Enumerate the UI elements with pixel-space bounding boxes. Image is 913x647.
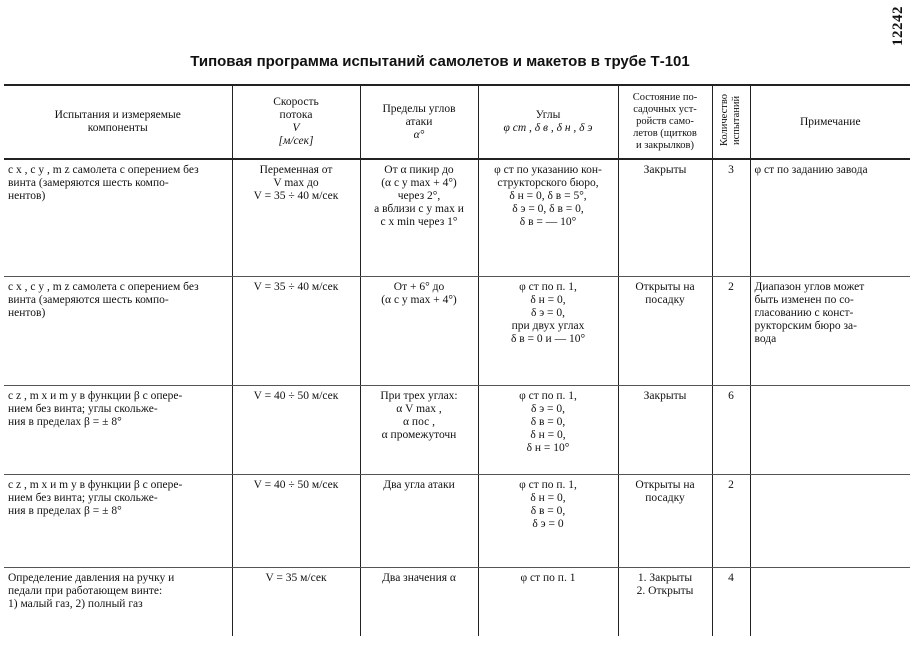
cell-count: 2	[712, 475, 750, 568]
cell-test: Определение давления на ручку и педали при работающем винте: 1) малый газ, 2) полный газ	[4, 568, 232, 637]
cell-angles: φ ст по п. 1, δ н = 0, δ в = 0, δ э = 0	[478, 475, 618, 568]
cell-test: c x , c y , m z самолета с оперением без винта (замеряются шесть компо- нентов)	[4, 277, 232, 386]
cell-alpha: От α пикир до (α c y max + 4°) через 2°, а вблизи c y max и c x min через 1°	[360, 159, 478, 277]
table-row	[4, 568, 910, 637]
cell-note: φ ст по заданию завода	[750, 159, 910, 277]
cell-test: c z , m x и m y в функции β с опере- нием без винта; углы скольже- ния в пределах β = ± 8°	[4, 386, 232, 475]
cell-state: Закрыты	[618, 386, 712, 475]
cell-state: Закрыты	[618, 159, 712, 277]
header-test: Испытания и измеряемые компоненты	[4, 85, 232, 159]
table-row	[4, 386, 910, 475]
cell-speed: V = 35 м/сек	[232, 568, 360, 637]
header-alpha: Пределы углов атаки α°	[360, 85, 478, 159]
cell-alpha: Два угла атаки	[360, 475, 478, 568]
cell-alpha: От + 6° до (α c y max + 4°)	[360, 277, 478, 386]
cell-angles: φ ст по указанию кон- структорского бюро, δ н = 0, δ в = 5°, δ э = 0, δ в = 0, δ в = — 10°	[478, 159, 618, 277]
cell-state: Открыты на посадку	[618, 277, 712, 386]
cell-test: c x , c y , m z самолета с оперением без винта (замеряются шесть компо- нентов)	[4, 159, 232, 277]
cell-alpha: Два значения α	[360, 568, 478, 637]
header-state: Состояние по- садочных уст- ройств само- летов (щитков и закрылков)	[618, 85, 712, 159]
cell-note: Диапазон углов может быть изменен по со- гласованию с конст- рукторским бюро за- вода	[750, 277, 910, 386]
cell-count: 2	[712, 277, 750, 386]
cell-angles: φ ст по п. 1, δ э = 0, δ в = 0, δ н = 0, δ н = 10°	[478, 386, 618, 475]
cell-alpha: При трех углах: α V max , α пос , α промежуточн	[360, 386, 478, 475]
cell-count: 3	[712, 159, 750, 277]
cell-state: Открыты на посадку	[618, 475, 712, 568]
test-program-table	[4, 84, 910, 636]
header-angles: Углы φ ст , δ в , δ н , δ э	[478, 85, 618, 159]
cell-angles: φ ст по п. 1, δ н = 0, δ э = 0, при двух углах δ в = 0 и — 10°	[478, 277, 618, 386]
cell-test: c z , m x и m y в функции β с опере- нием без винта; углы скольже- ния в пределах β = ± 8°	[4, 475, 232, 568]
cell-note	[750, 475, 910, 568]
cell-count: 6	[712, 386, 750, 475]
table-header-row	[4, 85, 910, 159]
cell-speed: V = 40 ÷ 50 м/сек	[232, 386, 360, 475]
cell-count: 4	[712, 568, 750, 637]
header-note: Примечание	[750, 85, 910, 159]
header-count: Количество испытаний	[712, 85, 750, 159]
page-title: Типовая программа испытаний самолетов и макетов в трубе Т-101	[190, 53, 690, 70]
table-row	[4, 475, 910, 568]
cell-angles: φ ст по п. 1	[478, 568, 618, 637]
cell-note	[750, 568, 910, 637]
table-row	[4, 277, 910, 386]
cell-state: 1. Закрыты 2. Открыты	[618, 568, 712, 637]
cell-speed: V = 35 ÷ 40 м/сек	[232, 277, 360, 386]
table-row	[4, 159, 910, 277]
cell-speed: V = 40 ÷ 50 м/сек	[232, 475, 360, 568]
page-number: 12242	[890, 6, 906, 46]
cell-speed: Переменная от V max до V = 35 ÷ 40 м/сек	[232, 159, 360, 277]
cell-note	[750, 386, 910, 475]
header-speed: Скорость потока V [м/сек]	[232, 85, 360, 159]
